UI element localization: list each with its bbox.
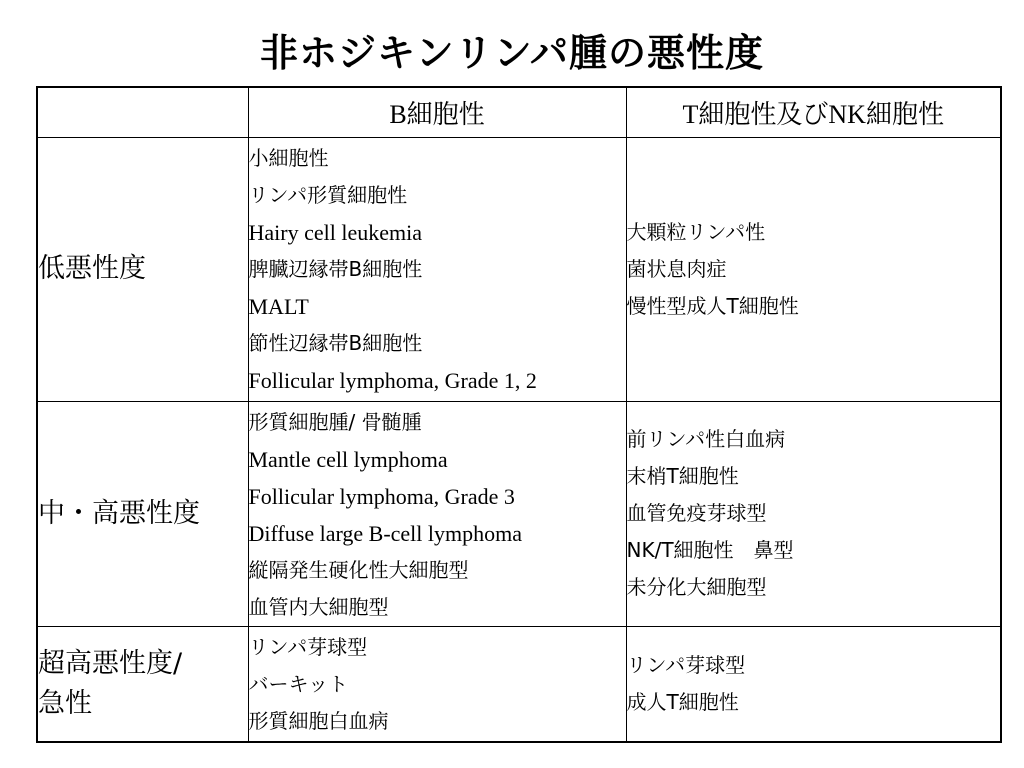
b-cell-list xyxy=(248,137,626,401)
b-cell-list xyxy=(248,401,626,626)
header-nk: NK xyxy=(828,99,866,129)
list-item: 末梢T細胞性 xyxy=(626,464,739,488)
category-cell xyxy=(37,401,248,626)
list-item: 慢性型成人T細胞性 xyxy=(626,293,799,318)
category-cell xyxy=(37,626,248,742)
list-item: 縦隔発生硬化性大細胞型 xyxy=(248,557,469,582)
header-row xyxy=(37,87,1001,137)
category-label-line: 低悪性度 xyxy=(38,253,146,284)
table-row-intermediate-high-grade xyxy=(37,401,1001,626)
list-item: 脾臓辺縁帯B細胞性 xyxy=(248,256,423,281)
list-item: Mantle cell lymphoma xyxy=(248,446,448,472)
list-item: 未分化大細胞型 xyxy=(626,575,767,599)
header-empty-cell xyxy=(37,87,248,137)
t-cell-list xyxy=(626,626,1001,742)
header-t-suffix: 細胞性 xyxy=(865,99,944,130)
list-item: MALT xyxy=(248,293,309,319)
header-b-suffix: 細胞性 xyxy=(406,99,485,130)
header-b-prefix: B xyxy=(389,99,407,129)
header-t-nk-cell xyxy=(626,87,1001,137)
list-item: 前リンパ性白血病 xyxy=(626,427,786,451)
list-item: Follicular lymphoma, Grade 3 xyxy=(248,483,515,509)
header-b-cell xyxy=(248,87,626,137)
t-cell-list xyxy=(626,137,1001,401)
list-item: 形質細胞腫/ 骨髄腫 xyxy=(248,409,422,434)
list-item: リンパ芽球型 xyxy=(248,634,368,659)
list-item: 大顆粒リンパ性 xyxy=(626,219,766,244)
table-row-low-grade xyxy=(37,137,1001,401)
list-item: リンパ芽球型 xyxy=(626,652,746,677)
list-item: 血管免疫芽球型 xyxy=(626,501,767,525)
list-item: Hairy cell leukemia xyxy=(248,219,422,245)
category-label-line: 中・高悪性度 xyxy=(38,497,200,529)
header-t-middle: 細胞性及び xyxy=(698,99,829,130)
list-item: 形質細胞白血病 xyxy=(248,708,389,733)
list-item: リンパ形質細胞性 xyxy=(248,182,408,207)
t-cell-list xyxy=(626,401,1001,626)
category-label-line: 急性 xyxy=(38,687,92,719)
list-item: 成人T細胞性 xyxy=(626,689,739,714)
category-label-line: 超高悪性度/ xyxy=(38,647,183,679)
page-title: 非ホジキンリンパ腫の悪性度 xyxy=(260,31,764,75)
list-item: NK/T細胞性 鼻型 xyxy=(626,538,794,562)
header-t-prefix: T xyxy=(682,99,699,129)
category-cell xyxy=(37,137,248,401)
malignancy-grade-table xyxy=(36,86,1002,743)
list-item: 小細胞性 xyxy=(248,145,329,170)
b-cell-list xyxy=(248,626,626,742)
list-item: 節性辺縁帯B細胞性 xyxy=(248,330,423,355)
list-item: Follicular lymphoma, Grade 1, 2 xyxy=(248,367,537,393)
table-row-very-high-grade-acute xyxy=(37,626,1001,742)
list-item: 血管内大細胞型 xyxy=(248,594,389,619)
list-item: バーキット xyxy=(248,671,349,696)
list-item: 菌状息肉症 xyxy=(626,256,727,281)
list-item: Diffuse large B-cell lymphoma xyxy=(248,520,523,546)
